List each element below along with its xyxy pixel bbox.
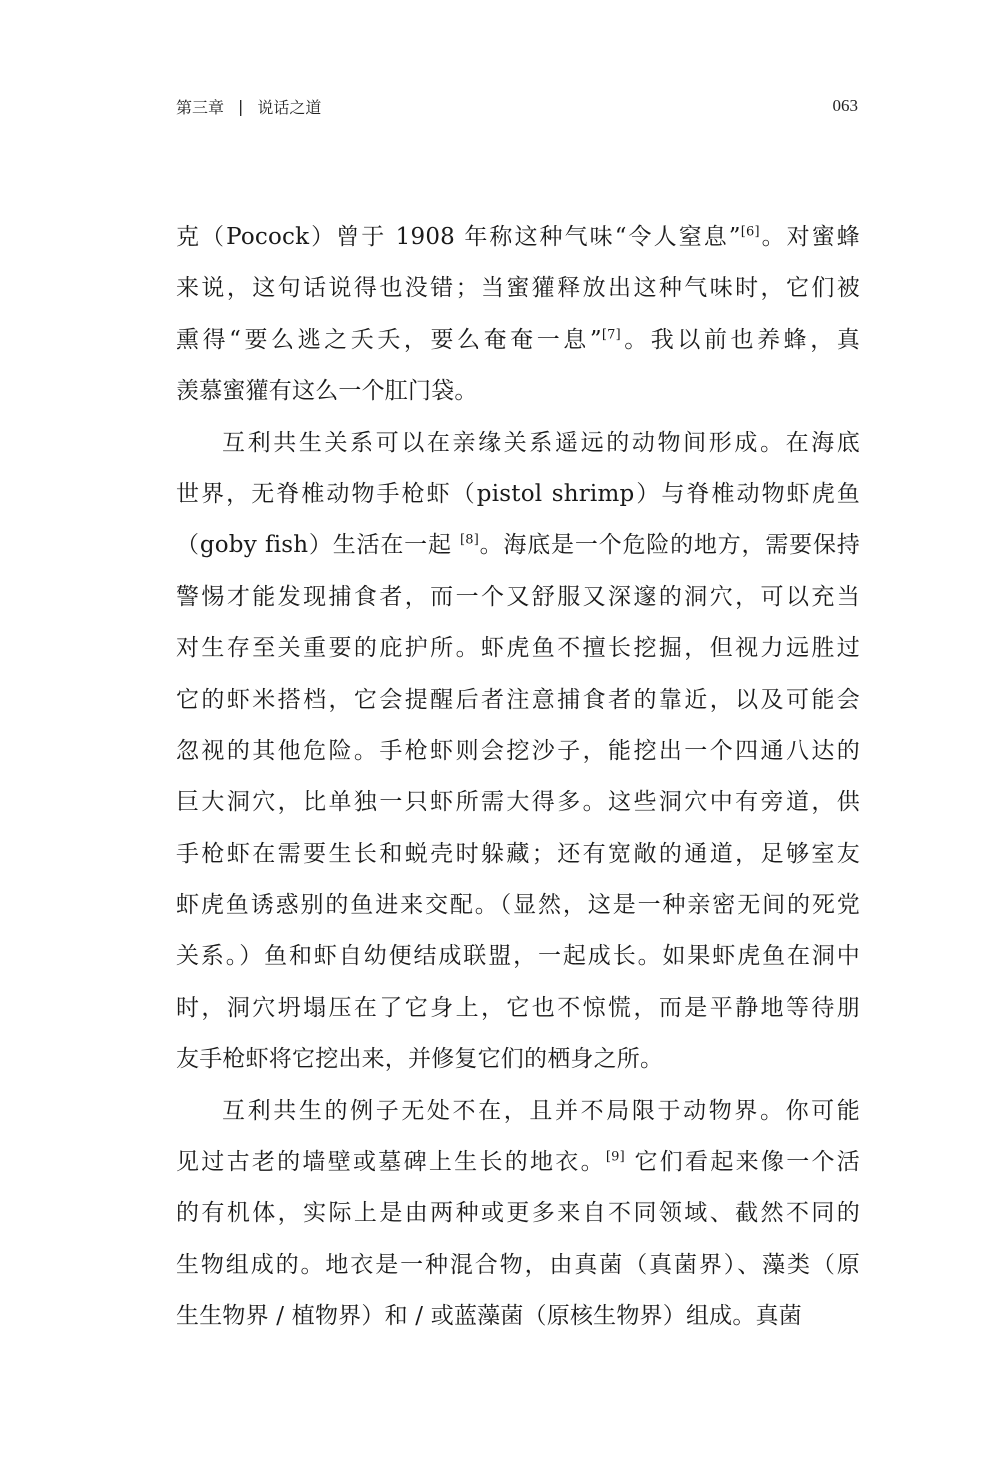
text-line: 对生存至关重要的庇护所。虾虎鱼不擅长挖掘，但视力远胜过	[176, 635, 860, 662]
text-line: 互利共生关系可以在亲缘关系遥远的动物间形成。在海底	[222, 429, 860, 456]
footnote-marker[interactable]: [9]	[605, 1149, 625, 1165]
footnote-marker[interactable]: [7]	[601, 327, 621, 343]
text-line: 生生物界 / 植物界）和 / 或蓝藻菌（原核生物界）组成。真菌	[176, 1303, 802, 1330]
body-text	[176, 212, 860, 1343]
text-line: 忽视的其他危险。手枪虾则会挖沙子，能挖出一个四通八达的	[176, 737, 860, 764]
text-line: 的有机体，实际上是由两种或更多来自不同领域、截然不同的	[176, 1200, 860, 1227]
paragraph	[176, 418, 860, 1086]
paragraph	[176, 1086, 860, 1343]
text-line: 虾虎鱼诱惑别的鱼进来交配。（显然，这是一种亲密无间的死党	[176, 892, 860, 919]
text-line: 羡慕蜜獾有这么一个肛门袋。	[176, 378, 478, 405]
text-line: （goby fish）生活在一起 [8]。海底是一个危险的地方，需要保持	[176, 532, 861, 559]
text-line: 见过古老的墙壁或墓碑上生长的地衣。[9] 它们看起来像一个活	[176, 1149, 861, 1176]
text-line: 熏得“要么逃之夭夭，要么奄奄一息”[7]。我以前也养蜂，真	[176, 326, 860, 353]
text-line: 关系。）鱼和虾自幼便结成联盟，一起成长。如果虾虎鱼在洞中	[176, 943, 860, 970]
text-line: 它的虾米搭档，它会提醒后者注意捕食者的靠近，以及可能会	[176, 686, 860, 713]
running-header	[176, 92, 858, 120]
text-line: 克（Pocock）曾于 1908 年称这种气味“令人窒息”[6]。对蜜蜂	[176, 224, 860, 250]
text-line: 警惕才能发现捕食者，而一个又舒服又深邃的洞穴，可以充当	[176, 583, 860, 610]
text-line: 互利共生的例子无处不在，且并不局限于动物界。你可能	[222, 1097, 860, 1124]
chapter-heading	[176, 95, 321, 118]
page-number: 063	[832, 96, 858, 115]
chapter-label: 第三章	[176, 97, 225, 117]
header-separator: |	[238, 96, 244, 116]
text-line: 友手枪虾将它挖出来，并修复它们的栖身之所。	[176, 1046, 664, 1073]
footnote-marker[interactable]: [8]	[459, 532, 479, 548]
text-line: 手枪虾在需要生长和蜕壳时躲藏；还有宽敞的通道，足够室友	[176, 840, 860, 867]
chapter-title: 说话之道	[257, 97, 322, 117]
text-line: 生物组成的。地衣是一种混合物，由真菌（真菌界）、藻类（原	[176, 1251, 860, 1278]
text-line: 世界，无脊椎动物手枪虾（pistol shrimp）与脊椎动物虾虎鱼	[176, 480, 860, 507]
paragraph	[176, 212, 860, 418]
text-line: 时，洞穴坍塌压在了它身上，它也不惊慌，而是平静地等待朋	[176, 994, 860, 1021]
footnote-marker[interactable]: [6]	[740, 224, 760, 240]
text-line: 来说，这句话说得也没错；当蜜獾释放出这种气味时，它们被	[176, 275, 860, 302]
text-line: 巨大洞穴，比单独一只虾所需大得多。这些洞穴中有旁道，供	[176, 789, 860, 816]
